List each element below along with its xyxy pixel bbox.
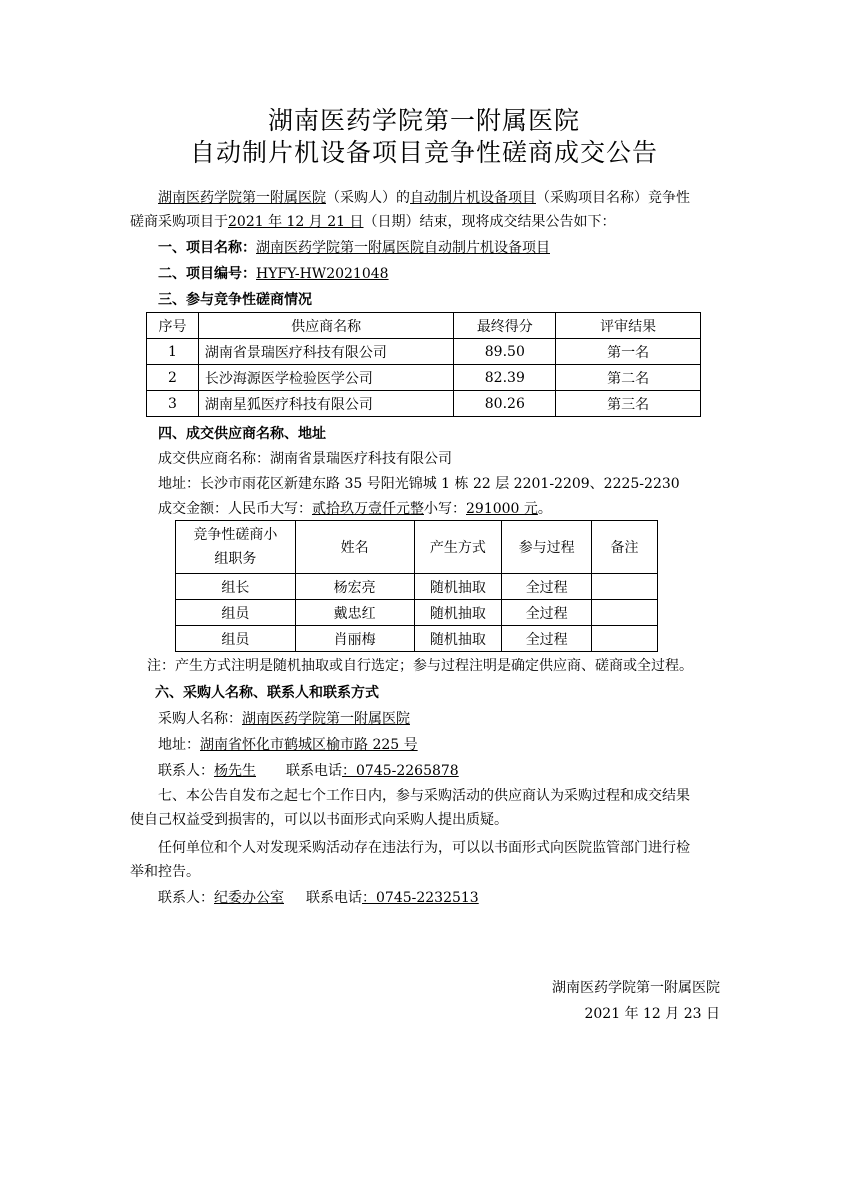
phone-label: 联系电话 bbox=[306, 890, 362, 906]
table-cell: 全过程 bbox=[502, 600, 592, 626]
table-cell: 第三名 bbox=[556, 391, 701, 417]
table-cell: 第二名 bbox=[556, 365, 701, 391]
table-cell: 1 bbox=[147, 339, 199, 365]
table-cell: 2 bbox=[147, 365, 199, 391]
winner-name: 成交供应商名称：湖南省景瑞医疗科技有限公司 bbox=[158, 451, 452, 467]
purchaser-address-label: 地址： bbox=[158, 737, 200, 753]
purchaser-name bbox=[158, 709, 410, 729]
intro-date: 2021 年 12 月 21 日 bbox=[228, 214, 364, 230]
intro-line2-text: 磋商采购项目于 bbox=[130, 214, 228, 230]
table-cell: 全过程 bbox=[502, 574, 592, 600]
intro-purchaser-note: （采购人）的 bbox=[326, 190, 410, 206]
section-7-line-1: 七、本公告自发布之起七个工作日内，参与采购活动的供应商认为采购过程和成交结果 bbox=[158, 788, 690, 804]
header-cell: 姓名 bbox=[295, 521, 414, 574]
table-cell: 80.26 bbox=[454, 391, 556, 417]
table-row bbox=[147, 365, 701, 391]
contact-value: 纪委办公室 bbox=[214, 890, 284, 906]
amount-label: 成交金额：人民币大写： bbox=[158, 501, 312, 517]
section-7-line-4: 举和控告。 bbox=[130, 864, 200, 880]
title-line-2: 自动制片机设备项目竞争性磋商成交公告 bbox=[189, 138, 658, 167]
header-cell: 最终得分 bbox=[454, 313, 556, 339]
project-name: 湖南医药学院第一附属医院自动制片机设备项目 bbox=[256, 240, 550, 256]
purchaser-name-label: 采购人名称： bbox=[158, 711, 242, 727]
table-row bbox=[147, 339, 701, 365]
table-cell: 89.50 bbox=[454, 339, 556, 365]
section-2-label: 二、项目编号： bbox=[158, 266, 256, 282]
table-cell bbox=[592, 574, 658, 600]
supplier-header-row bbox=[147, 313, 701, 339]
table-cell: 杨宏亮 bbox=[295, 574, 414, 600]
table-cell: 随机抽取 bbox=[414, 600, 502, 626]
table-cell bbox=[592, 600, 658, 626]
section-7-line-3: 任何单位和个人对发现采购活动存在违法行为，可以以书面形式向医院监管部门进行检 bbox=[158, 840, 690, 856]
header-cell: 序号 bbox=[147, 313, 199, 339]
table-cell: 3 bbox=[147, 391, 199, 417]
section-6-label: 六、采购人名称、联系人和联系方式 bbox=[155, 685, 379, 701]
winner-address: 地址：长沙市雨花区新建东路 35 号阳光锦城 1 栋 22 层 2201-2209、2225-2230 bbox=[158, 476, 680, 492]
winner-amount bbox=[158, 499, 552, 519]
header-cell: 参与过程 bbox=[502, 521, 592, 574]
table-cell: 戴忠红 bbox=[295, 600, 414, 626]
header-cell: 产生方式 bbox=[414, 521, 502, 574]
table-row bbox=[176, 626, 658, 652]
supervision-contact bbox=[158, 888, 479, 908]
header-cell: 供应商名称 bbox=[198, 313, 453, 339]
intro-line2-end: （日期）结束，现将成交结果公告如下： bbox=[363, 214, 616, 230]
purchaser-contact bbox=[158, 761, 459, 781]
phone-value: ：0745-2232513 bbox=[362, 890, 479, 906]
intro-line-1 bbox=[158, 188, 690, 208]
supplier-table bbox=[146, 312, 701, 417]
section-2 bbox=[158, 264, 389, 284]
purchaser-name-value: 湖南医药学院第一附属医院 bbox=[242, 711, 410, 727]
header-cell: 评审结果 bbox=[556, 313, 701, 339]
table-row bbox=[176, 574, 658, 600]
intro-line-2 bbox=[130, 212, 616, 232]
contact-label: 联系人： bbox=[158, 890, 214, 906]
amount-lower: 291000 元 bbox=[466, 501, 538, 517]
intro-project-note: （采购项目名称）竞争性 bbox=[536, 190, 690, 206]
section-1 bbox=[158, 238, 550, 258]
amount-end: 。 bbox=[537, 501, 552, 517]
table-cell: 82.39 bbox=[454, 365, 556, 391]
table-row bbox=[147, 391, 701, 417]
phone-value: ：0745-2265878 bbox=[342, 763, 459, 779]
phone-label: 联系电话 bbox=[286, 763, 342, 779]
footer-date: 2021 年 12 月 23 日 bbox=[584, 1006, 720, 1022]
amount-upper: 贰拾玖万壹仟元整 bbox=[312, 501, 424, 517]
table-cell: 湖南星狐医疗科技有限公司 bbox=[198, 391, 453, 417]
section-3-label: 三、参与竞争性磋商情况 bbox=[158, 292, 312, 308]
section-7-line-2: 使自己权益受到损害的，可以以书面形式向采购人提出质疑。 bbox=[130, 812, 508, 828]
table-cell: 肖丽梅 bbox=[295, 626, 414, 652]
contact-label: 联系人： bbox=[158, 763, 214, 779]
amount-lower-label: 小写： bbox=[424, 501, 466, 517]
purchaser-address bbox=[158, 735, 418, 755]
footer-org: 湖南医药学院第一附属医院 bbox=[552, 980, 720, 996]
section-4-label: 四、成交供应商名称、地址 bbox=[158, 426, 326, 442]
contact-value: 杨先生 bbox=[214, 763, 256, 779]
header-cell: 备注 bbox=[592, 521, 658, 574]
title-line-1: 湖南医药学院第一附属医院 bbox=[267, 106, 580, 135]
header-cell: 竞争性磋商小组职务 bbox=[176, 521, 296, 574]
table-cell: 全过程 bbox=[502, 626, 592, 652]
table-cell: 湖南省景瑞医疗科技有限公司 bbox=[198, 339, 453, 365]
table-cell: 组长 bbox=[176, 574, 296, 600]
section-1-label: 一、项目名称： bbox=[158, 240, 256, 256]
intro-purchaser: 湖南医药学院第一附属医院 bbox=[158, 190, 326, 206]
purchaser-address-value: 湖南省怀化市鹤城区榆市路 225 号 bbox=[200, 737, 418, 753]
table-note: 注：产生方式注明是随机抽取或自行选定；参与过程注明是确定供应商、磋商或全过程。 bbox=[147, 658, 693, 674]
table-cell: 随机抽取 bbox=[414, 574, 502, 600]
table-row bbox=[176, 600, 658, 626]
project-number: HYFY-HW2021048 bbox=[256, 266, 389, 282]
table-cell: 第一名 bbox=[556, 339, 701, 365]
table-cell: 长沙海源医学检验医学公司 bbox=[198, 365, 453, 391]
table-cell bbox=[592, 626, 658, 652]
panel-table bbox=[175, 520, 658, 652]
table-cell: 组员 bbox=[176, 600, 296, 626]
table-cell: 组员 bbox=[176, 626, 296, 652]
panel-header-row bbox=[176, 521, 658, 574]
table-cell: 随机抽取 bbox=[414, 626, 502, 652]
intro-project: 自动制片机设备项目 bbox=[410, 190, 536, 206]
